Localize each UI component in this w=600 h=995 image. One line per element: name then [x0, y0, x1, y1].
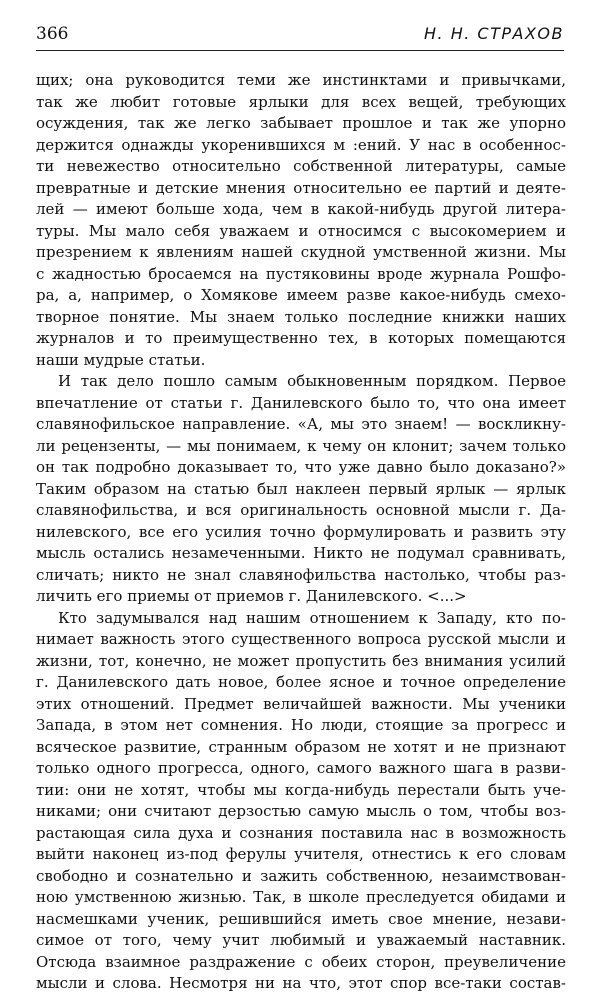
- text-line: только одного прогресса, одного, самого важного шага в разви-: [36, 759, 566, 777]
- text-line: этих отношений. Предмет величайшей важности. Мы ученики: [36, 694, 566, 713]
- text-line: славянофильства, и вся оригинальность основной мысли г. Да-: [36, 501, 566, 519]
- text-line: с жадностью бросаемся на пустяковины вроде журнала Рошфо-: [36, 264, 566, 283]
- text-line: растающая сила духа и сознания поставила нас в возможность: [36, 823, 566, 842]
- text-line: творное понятие. Мы знаем только последние книжки наших: [36, 307, 566, 326]
- text-line: г. Данилевского дать новое, более ясное и точное определение: [36, 673, 566, 691]
- text-line: превратные и детские мнения относительно ее партий и деяте-: [36, 178, 566, 197]
- text-line: осуждения, так же легко забывает прошлое и так же упорно: [36, 114, 566, 132]
- text-line: журналов и то преимущественно тех, в которых помещаются: [36, 329, 566, 347]
- text-line: ною умственною жизнью. Так, в школе преследуется обидами и: [36, 888, 566, 906]
- text-line: сличать; никто не знал славянофильства настолько, чтобы раз-: [36, 565, 566, 584]
- page-number: 366: [36, 24, 69, 44]
- text-line: выйти наконец из-под ферулы учителя, отнестись к его словам: [36, 845, 566, 863]
- running-header: [36, 24, 564, 51]
- text-line: симое от того, чему учит любимый и уважаемый наставник.: [36, 931, 566, 949]
- text-line: держится однажды укоренившихся м :ений. У нас в особеннос-: [36, 135, 566, 154]
- text-line: наши мудрые статьи.: [36, 350, 206, 369]
- text-line: Запада, в этом нет сомнения. Но люди, стоящие за прогресс и: [36, 716, 566, 734]
- text-line: ти невежество относительно собственной литературы, самые: [36, 157, 566, 175]
- text-line: мысли и слова. Несмотря ни на что, этот спор все-таки состав-: [36, 974, 566, 992]
- text-line: личить его приемы от приемов г. Данилевского. <...>: [36, 587, 467, 605]
- text-line: Таким образом на статью был наклеен первый ярлык — ярлык: [36, 479, 566, 498]
- text-line: славянофильское направление. «А, мы это знаем! — воскликну-: [36, 415, 566, 433]
- text-line: лей — имеют больше хода, чем в какой-нибудь другой литера-: [36, 200, 566, 218]
- text-line: впечатление от статьи г. Данилевского было то, что она имеет: [36, 393, 566, 412]
- text-line: так же любит готовые ярлыки для всех вещей, требующих: [36, 92, 566, 111]
- text-line: мысль остались незамеченными. Никто не подумал сравнивать,: [36, 544, 566, 562]
- text-line: ра, а, например, о Хомякове имеем разве какое-нибудь смехо-: [36, 286, 566, 304]
- text-line: туры. Мы мало себя уважаем и относимся с высокомерием и: [36, 221, 566, 240]
- text-line: Кто задумывался над нашим отношением к Западу, кто по-: [58, 608, 566, 627]
- text-line: свободно и сознательно и зажить собственною, незаимствован-: [36, 866, 566, 885]
- text-line: ли рецензенты, — мы понимаем, к чему он клонит; зачем только: [36, 436, 566, 455]
- text-line: жизни, тот, конечно, не может пропустить без внимания усилий: [36, 651, 566, 670]
- text-line: Отсюда взаимное раздражение с обеих сторон, преувеличение: [36, 952, 566, 971]
- text-line: никами; они считают дерзостью самую мысль о том, чтобы воз-: [36, 802, 566, 820]
- text-line: презрением к явлениям нашей скудной умственной жизни. Мы: [36, 243, 566, 261]
- text-line: нилевского, все его усилия точно формулировать и развить эту: [36, 522, 566, 541]
- text-line: щих; она руководится теми же инстинктами и привычками,: [36, 71, 566, 89]
- text-line: всяческое развитие, странным образом не хотят и не признают: [36, 737, 566, 756]
- text-line: И так дело пошло самым обыкновенным порядком. Первое: [58, 372, 566, 390]
- text-line: он так подробно доказывает то, что уже давно было доказано?»: [36, 458, 566, 476]
- text-line: нимает важность этого существенного вопроса русской мысли и: [36, 630, 566, 648]
- text-line: насмешками ученик, решившийся иметь свое мнение, незави-: [36, 909, 566, 928]
- running-header-author: Н. Н. СТРАХОВ: [424, 24, 564, 43]
- text-line: тии: они не хотят, чтобы мы когда-нибудь перестали быть уче-: [36, 780, 566, 799]
- body-text: [36, 70, 566, 995]
